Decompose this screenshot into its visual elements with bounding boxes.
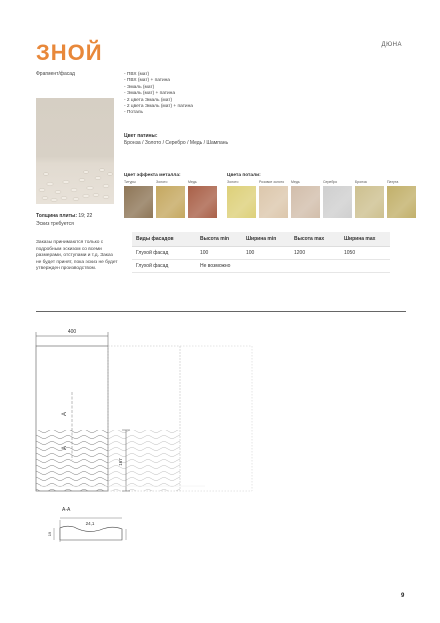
swatch	[188, 180, 217, 218]
swatch-label: Медь	[188, 180, 197, 184]
table-header-row	[132, 232, 390, 246]
facade-texture	[36, 160, 114, 204]
metal-effect-swatches	[124, 180, 217, 218]
table-cell	[242, 259, 290, 272]
section-label-bottom: А	[62, 445, 68, 451]
table-cell	[340, 259, 390, 272]
facade-size-table	[132, 232, 390, 273]
swatch-label: Розовое золото	[259, 180, 285, 184]
product-title: ЗНОЙ	[36, 40, 103, 65]
table-cell: 1200	[290, 246, 340, 259]
swatch-label: Золото	[156, 180, 168, 184]
list-item: - 2 цвета Эмаль (мат)	[124, 97, 173, 103]
swatch-color	[156, 186, 185, 218]
table-cell: Не возможно	[196, 259, 242, 272]
width-label: 400	[67, 329, 77, 335]
table-cell: Глухой фасад	[132, 246, 196, 259]
profile-height-label: 19	[47, 531, 52, 537]
swatch	[387, 180, 416, 218]
table-row	[132, 259, 390, 272]
swatch-color	[188, 186, 217, 218]
swatch-color	[259, 186, 288, 218]
swatch-color	[291, 186, 320, 218]
collection-name: ДЮНА	[381, 42, 402, 48]
swatch-label: Патута	[387, 180, 399, 184]
section-title: А-А	[62, 507, 71, 513]
swatch-label: Серебро	[323, 180, 338, 184]
list-item: - 2 цвета Эмаль (мат) + патина	[124, 104, 193, 110]
board-thickness: Толщина плиты: 19; 22	[36, 213, 93, 219]
swatch-color	[355, 186, 384, 218]
fragment-caption: Фрагмент/фасад	[36, 71, 75, 77]
swatch	[156, 180, 185, 218]
list-item: - Эмаль (мат)	[124, 84, 155, 90]
section-divider	[36, 311, 406, 312]
profile-width-label: 24,1	[85, 521, 95, 526]
technical-drawing	[0, 320, 440, 560]
swatch-color	[387, 186, 416, 218]
height-label: 167	[118, 458, 123, 466]
table-cell: 100	[196, 246, 242, 259]
list-item: - ПВХ (мат)	[124, 72, 150, 77]
swatch-label: Медь	[291, 180, 300, 184]
swatch	[323, 180, 352, 218]
page-number: 9	[401, 593, 405, 599]
swatch-label: Титуры	[124, 180, 136, 184]
facade-panel-repeat-2	[180, 346, 252, 491]
profile-section	[47, 518, 126, 542]
table-cell: 1050	[340, 246, 390, 259]
list-item: - ПВХ (мат) + патина	[124, 78, 170, 84]
column-header: Высота min	[196, 232, 242, 246]
table-cell	[290, 259, 340, 272]
metal-effect-heading: Цвет эффекта металла:	[124, 173, 181, 178]
sketch-required-note: Эскиз требуется	[36, 221, 74, 227]
patina-heading: Цвет патины:	[124, 133, 158, 139]
section-label-top: А	[62, 411, 68, 417]
column-header: Виды фасадов	[132, 232, 196, 246]
width-dimension	[36, 329, 108, 346]
swatch	[291, 180, 320, 218]
swatch-color	[323, 186, 352, 218]
list-item: - Поталь	[124, 110, 144, 116]
materials-list	[124, 72, 193, 117]
table-row	[132, 246, 390, 259]
swatch-label: Золото	[227, 180, 239, 184]
swatch	[227, 180, 256, 218]
swatch	[355, 180, 384, 218]
swatch-color	[124, 186, 153, 218]
potal-color-swatches	[227, 180, 416, 218]
column-header: Ширина min	[242, 232, 290, 246]
swatch-label: Бронза	[355, 180, 367, 184]
swatch	[124, 180, 153, 218]
list-item: - Эмаль (мат) + патина	[124, 91, 175, 97]
column-header: Ширина max	[340, 232, 390, 246]
potal-colors-heading: Цвета потали:	[227, 173, 261, 178]
table-cell: 100	[242, 246, 290, 259]
column-header: Высота max	[290, 232, 340, 246]
table-cell: Глухой фасад	[132, 259, 196, 272]
swatch-color	[227, 186, 256, 218]
swatch	[259, 180, 288, 218]
order-notes: Заказы принимаются только с подробным эскизом со всеми размерами, отступами и т.д. Заказ не будет принят, пока эскиз не будет утвержден производством.	[36, 240, 118, 271]
patina-values: Бронза / Золото / Серебро / Медь / Шампань	[124, 140, 229, 146]
